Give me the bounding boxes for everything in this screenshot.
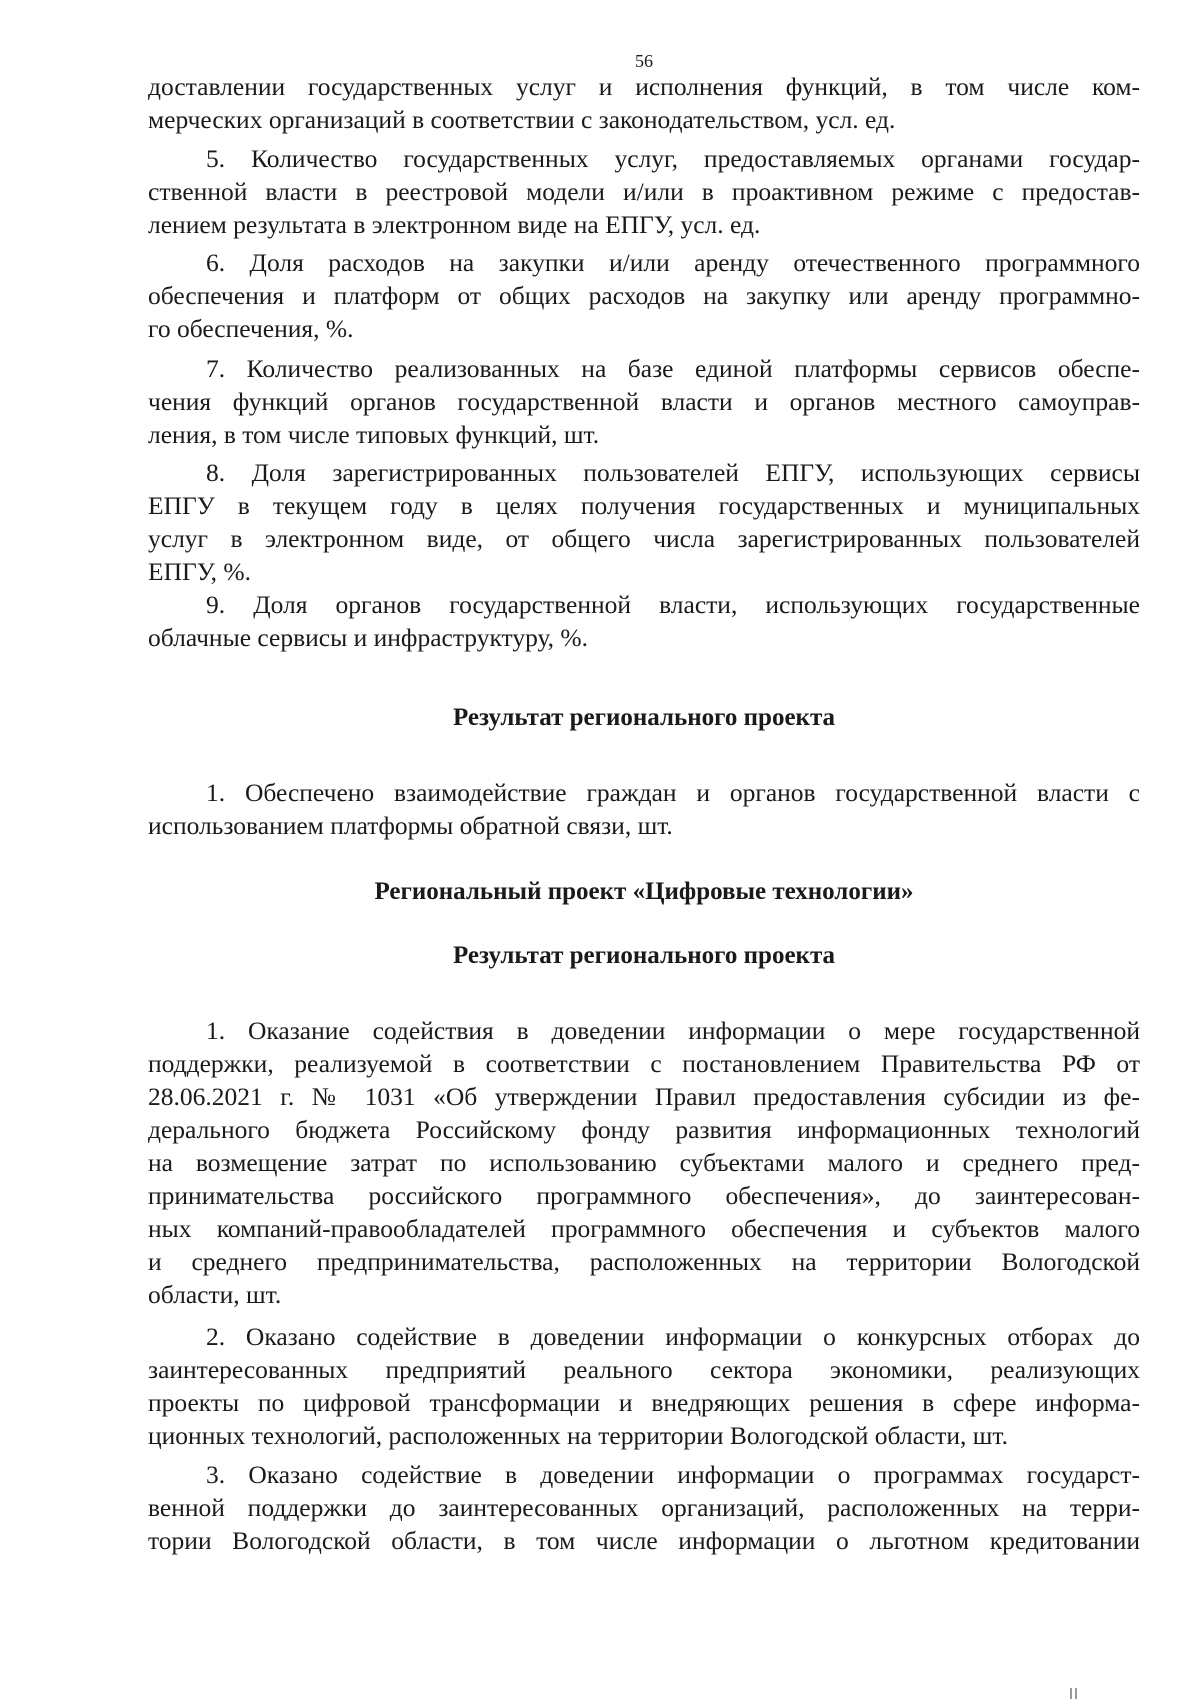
text-line: ных компаний-правообладателей программного обеспечения и субъектов малого [148, 1214, 1140, 1243]
text-line: 6. Доля расходов на закупки и/или аренду отечественного программного [206, 248, 1140, 277]
result-item-1 [148, 776, 1140, 842]
text-line: го обеспечения, %. [148, 314, 354, 343]
text-line: 3. Оказано содействие в доведении информации о программах государст- [206, 1460, 1140, 1489]
section-heading-project: Региональный проект «Цифровые технологии» [374, 878, 914, 905]
digital-result-item-1 [148, 1014, 1140, 1311]
scan-artifact [1070, 1686, 1084, 1697]
text-line: лением результата в электронном виде на ЕПГУ, усл. ед. [148, 210, 761, 239]
indicator-item-7 [148, 352, 1140, 451]
page-number: 56 [635, 51, 653, 71]
text-line: дерального бюджета Российскому фонду развития информационных технологий [148, 1115, 1140, 1144]
text-line: обеспечения и платформ от общих расходов на закупку или аренду программно- [148, 281, 1140, 310]
text-line: поддержки, реализуемой в соответствии с постановлением Правительства РФ от [148, 1049, 1140, 1078]
indicator-item-5 [148, 142, 1140, 241]
text-line: мерческих организаций в соответствии с законодательством, усл. ед. [148, 105, 896, 134]
digital-result-item-3 [148, 1458, 1140, 1557]
text-line: услуг в электронном виде, от общего числа зарегистрированных пользователей [148, 524, 1140, 553]
text-line: облачные сервисы и инфраструктуру, %. [148, 623, 589, 652]
text-line: доставлении государственных услуг и исполнения функций, в том числе ком- [148, 72, 1140, 101]
text-line: 1. Оказание содействия в доведении информации о мере государственной [206, 1016, 1140, 1045]
text-line: заинтересованных предприятий реального сектора экономики, реализующих [148, 1355, 1140, 1384]
section-heading-result: Результат регионального проекта [452, 704, 836, 731]
document-page [148, 0, 1140, 1697]
text-line: ЕПГУ, %. [148, 557, 251, 586]
text-line: ционных технологий, расположенных на территории Вологодской области, шт. [148, 1421, 1008, 1450]
text-line: ственной власти в реестровой модели и/или в проактивном режиме с предостав- [148, 177, 1140, 206]
text-line: 2. Оказано содействие в доведении информации о конкурсных отборах до [206, 1322, 1140, 1351]
paragraph-continuation [148, 70, 1140, 136]
digital-result-item-2 [148, 1320, 1140, 1452]
text-line: тории Вологодской области, в том числе информации о льготном кредитовании [148, 1526, 1140, 1555]
text-line: 28.06.2021 г. № 1031 «Об утверждении Правил предоставления субсидии из фе- [148, 1082, 1140, 1111]
text-line: области, шт. [148, 1280, 282, 1309]
text-line: ления, в том числе типовых функций, шт. [148, 420, 600, 449]
text-line: ЕПГУ в текущем году в целях получения государственных и муниципальных [148, 491, 1140, 520]
text-line: 5. Количество государственных услуг, предоставляемых органами государ- [206, 144, 1140, 173]
indicator-item-6 [148, 246, 1140, 345]
text-line: 8. Доля зарегистрированных пользователей ЕПГУ, использующих сервисы [206, 458, 1140, 487]
text-line: 7. Количество реализованных на базе единой платформы сервисов обеспе- [206, 354, 1140, 383]
text-line: на возмещение затрат по использованию субъектами малого и среднего пред- [148, 1148, 1140, 1177]
section-heading-result-2: Результат регионального проекта [452, 942, 836, 969]
text-line: чения функций органов государственной власти и органов местного самоуправ- [148, 387, 1140, 416]
text-line: 1. Обеспечено взаимодействие граждан и органов государственной власти с [206, 778, 1140, 807]
text-line: проекты по цифровой трансформации и внедряющих решения в сфере информа- [148, 1388, 1140, 1417]
text-line: принимательства российского программного обеспечения», до заинтересован- [148, 1181, 1140, 1210]
text-line: венной поддержки до заинтересованных организаций, расположенных на терри- [148, 1493, 1140, 1522]
text-line: и среднего предпринимательства, расположенных на территории Вологодской [148, 1247, 1140, 1276]
text-line: 9. Доля органов государственной власти, использующих государственные [206, 590, 1140, 619]
text-line: использованием платформы обратной связи, шт. [148, 811, 673, 840]
indicator-item-9 [148, 588, 1140, 654]
indicator-item-8 [148, 456, 1140, 588]
